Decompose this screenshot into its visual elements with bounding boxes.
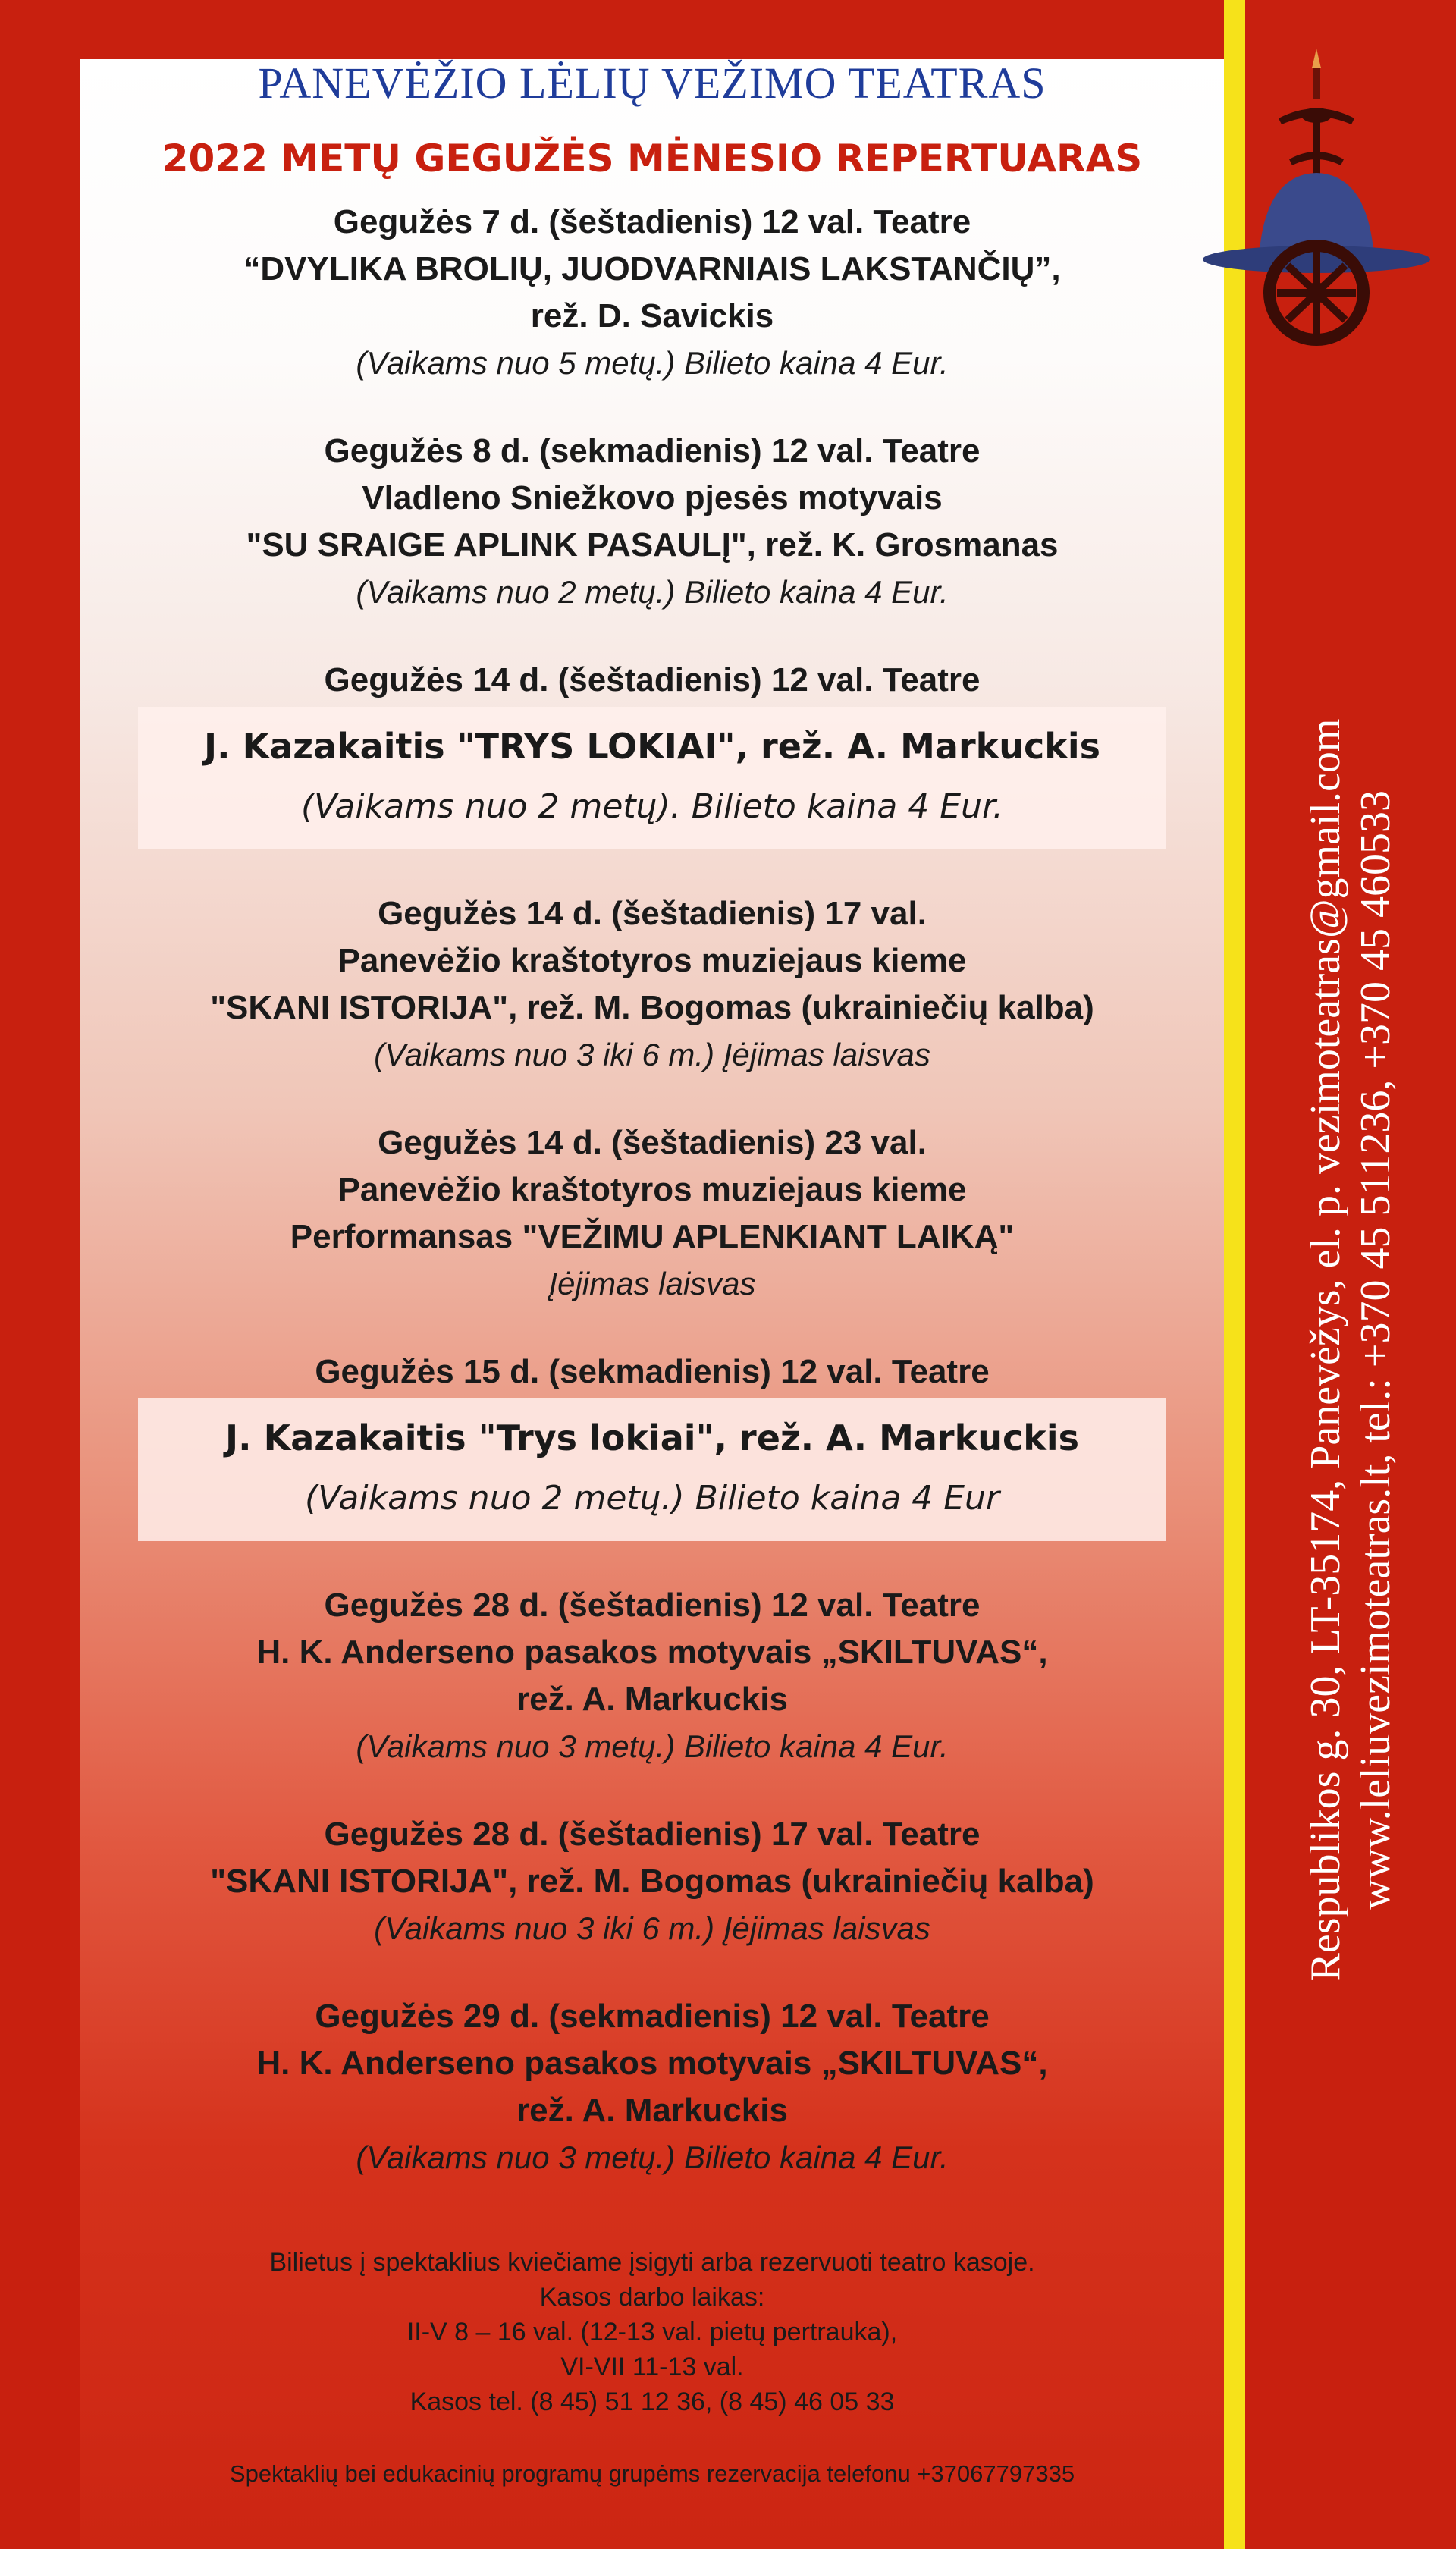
- event-line: Vladleno Sniežkovo pjesės motyvais: [362, 479, 943, 516]
- event-line: Gegužės 28 d. (šeštadienis) 17 val. Teatre: [324, 1816, 981, 1853]
- event-note: (Vaikams nuo 2 metų.) Bilieto kaina 4 Eur.: [356, 574, 949, 610]
- event-line: H. K. Anderseno pasakos motyvais „SKILTUVAS“,: [256, 1634, 1048, 1671]
- ticket-info-line: Bilietus į spektaklius kviečiame įsigyti arba rezervuoti teatro kasoje.: [269, 2248, 1035, 2277]
- event-line: Panevėžio kraštotyros muziejaus kieme: [337, 942, 967, 979]
- ticket-info-line: Kasos darbo laikas:: [539, 2283, 765, 2312]
- event-line: Gegužės 8 d. (sekmadienis) 12 val. Teatre: [324, 432, 981, 469]
- event-may-14-23: [80, 1119, 1224, 1307]
- event-line: rež. D. Savickis: [530, 297, 774, 334]
- repertoire-title: 2022 METŲ GEGUŽĖS MĖNESIO REPERTUARAS: [162, 137, 1143, 181]
- event-may-7: [80, 199, 1224, 387]
- event-line: Panevėžio kraštotyros muziejaus kieme: [337, 1171, 967, 1208]
- ticket-info-line: VI-VII 11-13 val.: [560, 2353, 744, 2381]
- event-line: "SKANI ISTORIJA", rež. M. Bogomas (ukrainiečių kalba): [210, 989, 1094, 1026]
- event-note: Įėjimas laisvas: [548, 1266, 756, 1301]
- event-line: Gegužės 14 d. (šeštadienis) 23 val.: [378, 1124, 927, 1161]
- event-line: H. K. Anderseno pasakos motyvais „SKILTUVAS“,: [256, 2045, 1048, 2082]
- event-may-28-17: [80, 1811, 1224, 1952]
- event-may-15: [80, 1348, 1224, 1541]
- event-line: rež. A. Markuckis: [516, 2092, 788, 2129]
- event-line: Gegužės 15 d. (sekmadienis) 12 val. Teatre: [315, 1353, 990, 1390]
- event-may-8: [80, 428, 1224, 616]
- event-note: (Vaikams nuo 5 metų.) Bilieto kaina 4 Eur.: [356, 345, 949, 381]
- event-line: Gegužės 7 d. (šeštadienis) 12 val. Teatre: [333, 203, 971, 240]
- event-note: (Vaikams nuo 3 iki 6 m.) Įėjimas laisvas: [374, 1037, 930, 1072]
- event-line: Gegužės 28 d. (šeštadienis) 12 val. Teatre: [324, 1587, 981, 1624]
- event-line: Gegužės 14 d. (šeštadienis) 12 val. Teatre: [324, 661, 981, 698]
- event-highlight-box: [138, 1398, 1166, 1541]
- event-may-14-17: [80, 890, 1224, 1078]
- ticket-info-line: Kasos tel. (8 45) 51 12 36, (8 45) 46 05 33: [410, 2387, 895, 2416]
- event-note: (Vaikams nuo 3 iki 6 m.) Įėjimas laisvas: [374, 1910, 930, 1946]
- event-line: "SU SRAIGE APLINK PASAULĮ", rež. K. Grosmanas: [246, 526, 1059, 563]
- event-may-14-noon: [80, 657, 1224, 849]
- event-line: "SKANI ISTORIJA", rež. M. Bogomas (ukrainiečių kalba): [210, 1863, 1094, 1900]
- yellow-stripe: [1224, 0, 1245, 2549]
- event-note: (Vaikams nuo 3 metų.) Bilieto kaina 4 Eur.: [356, 2139, 949, 2175]
- ticket-info: [80, 2245, 1224, 2419]
- event-may-29: [80, 1993, 1224, 2181]
- event-boxed-note: (Vaikams nuo 2 metų.) Bilieto kaina 4 Eur: [304, 1479, 1000, 1518]
- ticket-info-line: II-V 8 – 16 val. (12-13 val. pietų pertrauka),: [406, 2318, 898, 2347]
- event-line: Performansas "VEŽIMU APLENKIANT LAIKĄ": [290, 1218, 1015, 1255]
- contact-text: [1301, 425, 1401, 2275]
- web-phone-line: www.leliuvezimoteatras.lt, tel.: +370 45 511236, +370 45 460533: [1352, 790, 1399, 1910]
- address-line: Respublikos g. 30, LT-35174, Panevėžys, el. p. vezimoteatras@gmail.com: [1302, 718, 1349, 1982]
- contact-sidebar: [1245, 425, 1456, 2275]
- event-boxed-note: (Vaikams nuo 2 metų). Bilieto kaina 4 Eur.: [300, 787, 1004, 826]
- event-boxed-title: J. Kazakaitis "Trys lokiai", rež. A. Markuckis: [225, 1417, 1079, 1458]
- event-boxed-title: J. Kazakaitis "TRYS LOKIAI", rež. A. Markuckis: [203, 726, 1100, 767]
- group-reservation-note: Spektaklių bei edukacinių programų grupėms rezervacija telefonu +37067797335: [229, 2460, 1075, 2487]
- event-line: Gegužės 29 d. (sekmadienis) 12 val. Teatre: [315, 1998, 990, 2035]
- event-note: (Vaikams nuo 3 metų.) Bilieto kaina 4 Eur.: [356, 1728, 949, 1764]
- event-line: Gegužės 14 d. (šeštadienis) 17 val.: [378, 895, 927, 932]
- event-line: rež. A. Markuckis: [516, 1681, 788, 1718]
- event-line: “DVYLIKA BROLIŲ, JUODVARNIAIS LAKSTANČIŲ”,: [243, 250, 1061, 287]
- event-highlight-box: [138, 707, 1166, 849]
- event-may-28-noon: [80, 1582, 1224, 1770]
- events-list: [80, 199, 1224, 2222]
- theatre-name: PANEVĖŽIO LĖLIŲ VEŽIMO TEATRAS: [258, 58, 1046, 108]
